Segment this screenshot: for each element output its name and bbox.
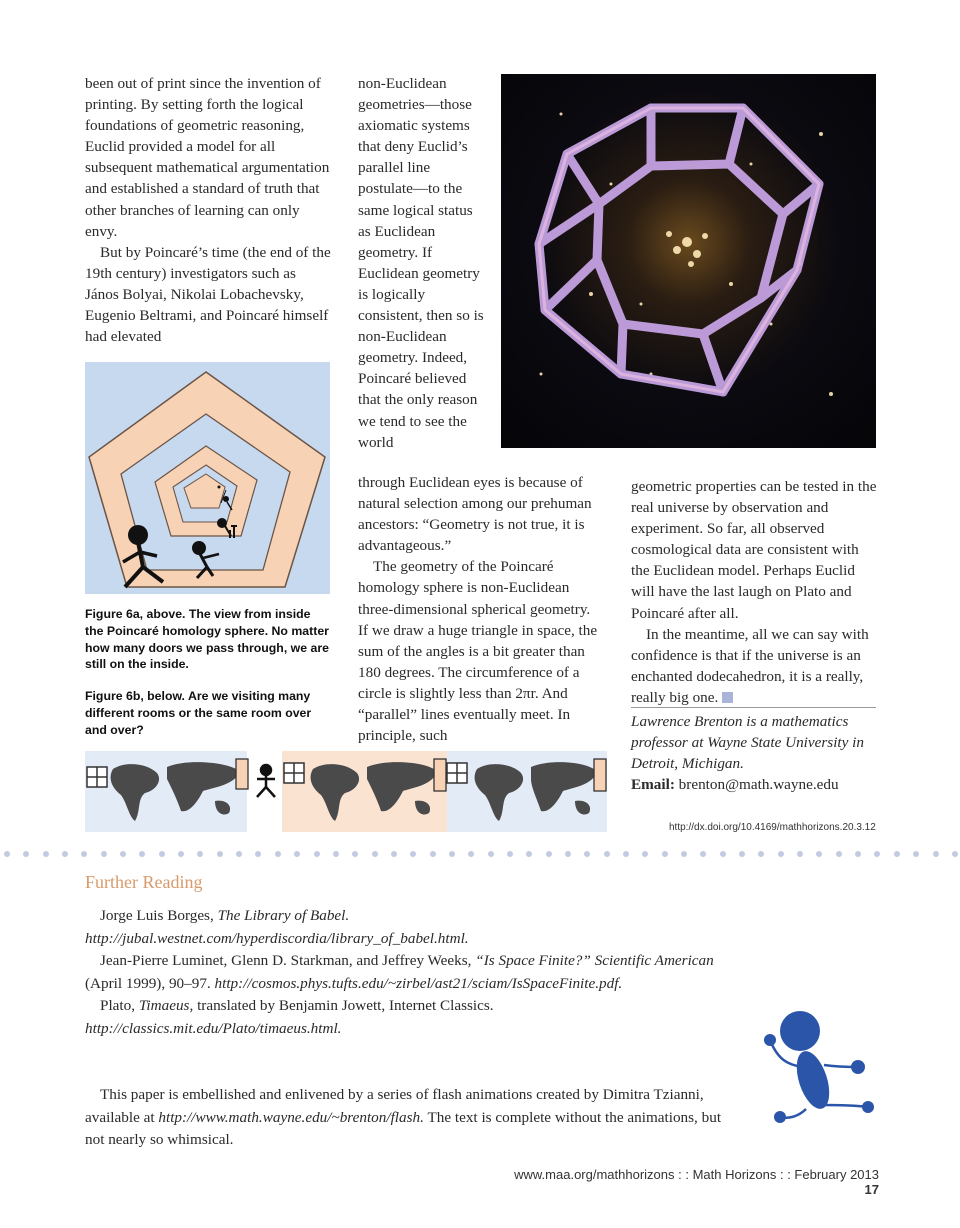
- animation-note: [85, 1084, 725, 1152]
- email-label: Email:: [631, 776, 675, 794]
- reference-list: [85, 905, 725, 1040]
- column-3-para-2-wrap: [631, 624, 877, 708]
- reference-item: [85, 950, 725, 995]
- doi-link[interactable]: http://dx.doi.org/10.4169/mathhorizons.20.3.12: [669, 822, 876, 833]
- reference-item: [85, 995, 725, 1040]
- footer-text: www.maa.org/mathhorizons : : Math Horizons : : February 2013: [514, 1167, 879, 1182]
- figure-6b: [85, 751, 607, 832]
- figure-6a-drawing: [85, 362, 330, 594]
- email-address[interactable]: brenton@math.wayne.edu: [678, 776, 839, 794]
- note-url[interactable]: http://www.math.wayne.edu/~brenton/flash.: [158, 1108, 424, 1126]
- column-2-wide-text: through Euclidean eyes is because of natural selection among our prehuman ancestors: “Geometry is not true, it is advantageous.”: [358, 474, 592, 555]
- column-2-narrow-text: non-Euclidean geometries—those axiomatic systems that deny Euclid’s parallel line postulate—to the same logical status as Euclidean geometry. If Euclidean geometry is logically consistent, then so is non-Euclidean geometry. Indeed, Poincaré believed that the only reason we tend to see the world: [358, 75, 484, 451]
- ref-url[interactable]: http://jubal.westnet.com/hyperdiscordia/library_of_babel.html.: [85, 929, 469, 947]
- bio-divider: [631, 707, 876, 708]
- reference-item: [85, 905, 725, 950]
- author-bio-text: Lawrence Brenton is a mathematics professor at Wayne State University in Detroit, Michigan.: [631, 713, 864, 773]
- ref-title: The Library of Babel.: [217, 907, 350, 924]
- ref-author: Jean-Pierre Luminet, Glenn D. Starkman, and Jeffrey Weeks,: [100, 952, 472, 969]
- ref-title: Timaeus,: [138, 997, 194, 1014]
- figure-6a-caption: Figure 6a, above. The view from inside the Poincaré homology sphere. No matter how many doors we pass through, we are still on the inside.: [85, 607, 329, 672]
- stick-figure-icon: [257, 765, 275, 797]
- column-2-wide: [358, 472, 603, 746]
- ref-url[interactable]: http://cosmos.phys.tufts.edu/~zirbel/ast21/sciam/IsSpaceFinite.pdf.: [214, 974, 623, 992]
- running-figure-logo: [758, 1005, 883, 1130]
- note-post: The text is complete without the animations, but not nearly so whimsical.: [85, 1108, 722, 1148]
- animation-note-text: [85, 1084, 725, 1152]
- dodecahedron-drawing: [501, 74, 876, 448]
- column-1-para-2: But by Poincaré’s time (the end of the 19th century) investigators such as János Bolyai, Nikolai Lobachevsky, Eugenio Beltrami, and Poincaré himself had elevated: [85, 243, 331, 346]
- column-3-para-1: geometric properties can be tested in the real universe by observation and experiment. So far, all observed cosmological data are consistent with the Euclidean model. Perhaps Euclid will have the last laugh on Plato and Poincaré after all.: [631, 478, 877, 622]
- column-3: [631, 476, 877, 708]
- further-reading-heading: Further Reading: [85, 872, 203, 892]
- column-1: [85, 73, 333, 347]
- ref-title: “Is Space Finite?” Scientific American: [475, 952, 714, 969]
- page-footer: [494, 1167, 879, 1197]
- author-bio: [631, 711, 881, 795]
- figure-6b-drawing: [85, 751, 607, 832]
- figure-6b-caption: Figure 6b, below. Are we visiting many different rooms or the same room over and over?: [85, 689, 312, 737]
- column-3-para-2: In the meantime, all we can say with confidence is that if the universe is an enchanted dodecahedron, it is a really, really big one.: [631, 625, 869, 706]
- ref-extra: translated by Benjamin Jowett, Internet Classics.: [197, 997, 494, 1014]
- ref-url[interactable]: http://classics.mit.edu/Plato/timaeus.html.: [85, 1019, 342, 1037]
- dotted-separator: [4, 850, 958, 858]
- column-1-para-1: been out of print since the invention of printing. By setting forth the logical foundations of geometric reasoning, Euclid provided a model for all subsequent mathematical argumentation and established a standard of truth that other branches of learning can only envy.: [85, 75, 330, 240]
- page-number: 17: [864, 1182, 879, 1197]
- figure-6a: [85, 362, 330, 594]
- ref-author: Jorge Luis Borges,: [100, 907, 214, 924]
- column-2-narrow: [358, 73, 488, 453]
- author-email-line: [631, 774, 881, 795]
- end-square-icon: [722, 692, 733, 703]
- column-2-para-2: The geometry of the Poincaré homology sphere is non-Euclidean three-dimensional spherical geometry. If we draw a huge triangle in space, the sum of the angles is a bit greater than 180 degrees. The circumference of a circle is slightly less than 2πr. And “parallel” lines eventually meet. In principle, such: [358, 558, 598, 745]
- note-pre: This paper is embellished and enlivened by a series of flash animations created by Dimitra Tzianni, available at: [85, 1086, 704, 1126]
- ref-author: Plato,: [100, 997, 136, 1014]
- ref-extra: (April 1999), 90–97.: [85, 974, 211, 992]
- dodecahedron-space-image: [501, 74, 876, 448]
- running-figure-drawing: [758, 1005, 883, 1130]
